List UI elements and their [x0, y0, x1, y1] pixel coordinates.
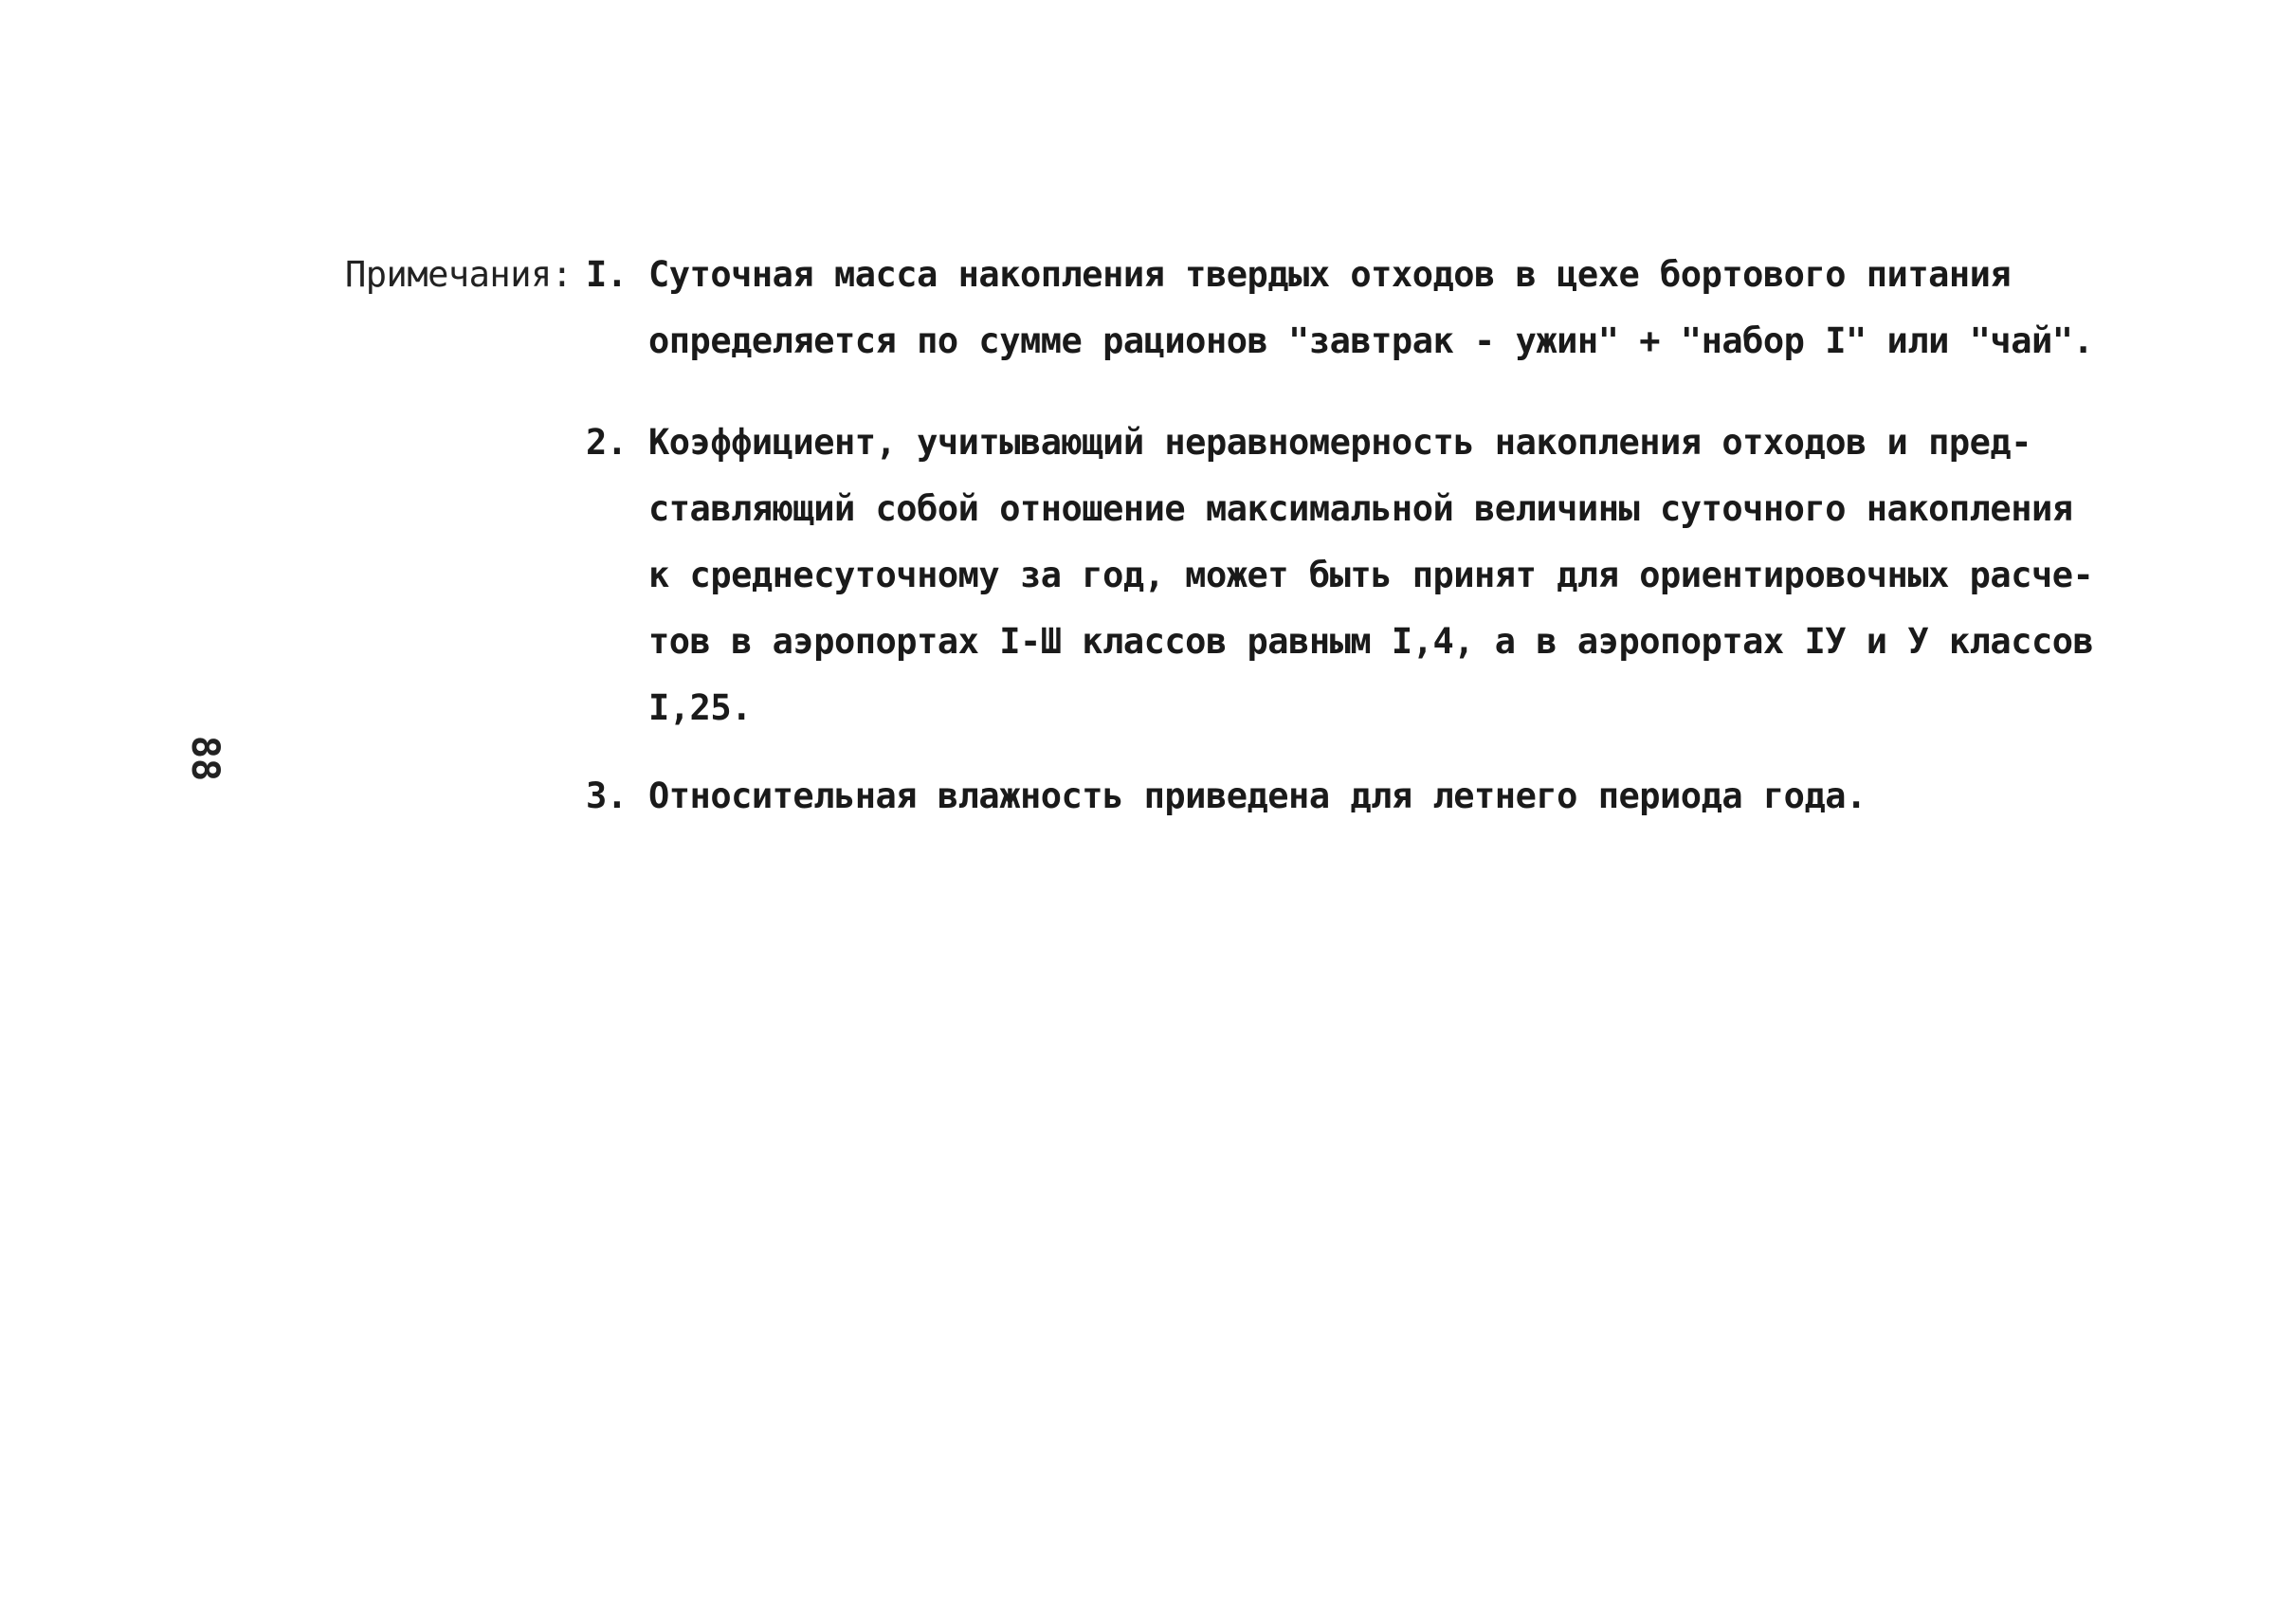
note-number: 2.: [586, 422, 628, 463]
note-text: [648, 242, 2093, 374]
notes-label: Примечания:: [345, 254, 573, 295]
note-line: Относительная влажность приведена для летнего периода года.: [648, 776, 1867, 816]
note-line: I,25.: [648, 687, 752, 728]
note-number: I.: [586, 254, 628, 295]
note-line: ставляющий собой отношение максимальной величины суточного накопления: [648, 488, 2073, 529]
note-line: Коэффициент, учитывающий неравномерность накопления отходов и пред-: [648, 422, 2031, 463]
note-number: 3.: [586, 776, 628, 816]
note-line: Суточная масса накопления твердых отходов в цехе бортового питания: [648, 254, 2012, 295]
note-line: к среднесуточному за год, может быть принят для ориентировочных расче-: [648, 555, 2094, 595]
note-text: [648, 410, 2093, 741]
note-text: [648, 763, 1867, 830]
page-number: 88: [183, 735, 228, 782]
note-line: определяется по сумме рационов "завтрак - ужин" + "набор I" или "чай".: [648, 320, 2094, 361]
note-line: тов в аэропортах I-Ш классов равным I,4, а в аэропортах IУ и У классов: [648, 621, 2094, 662]
